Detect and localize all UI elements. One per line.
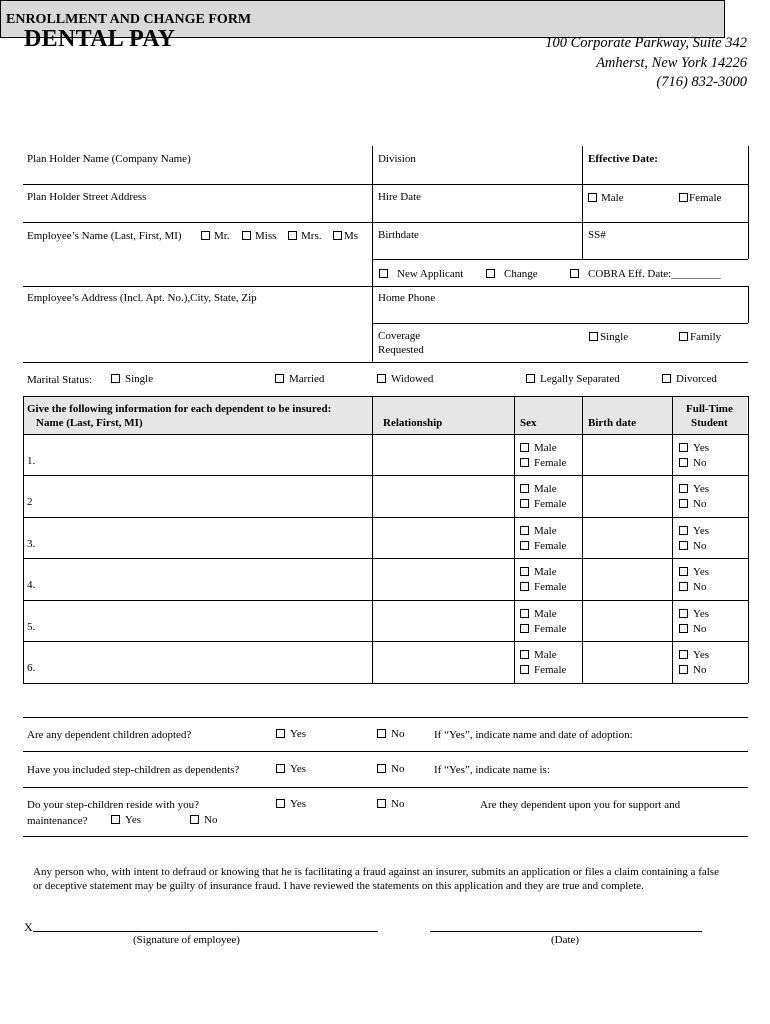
sex-header: Sex	[520, 417, 537, 429]
q1-no-option[interactable]: No	[377, 728, 404, 740]
male-option[interactable]: Male	[588, 192, 624, 204]
dependent-row-number: 5.	[27, 621, 36, 633]
dependent-student-no-option[interactable]: No	[679, 664, 706, 676]
mrs-checkbox[interactable]	[288, 231, 297, 240]
dependent-row-number: 2	[27, 496, 33, 508]
ms-checkbox[interactable]	[333, 231, 342, 240]
marital-status-label: Marital Status:	[27, 374, 93, 386]
divorced-checkbox[interactable]	[662, 374, 671, 383]
dependent-row-number: 3.	[27, 538, 36, 550]
division-label: Division	[378, 153, 416, 165]
ms-option[interactable]: Ms	[333, 230, 358, 242]
dependent-female-checkbox[interactable]	[520, 541, 529, 550]
q3-yes-checkbox[interactable]	[276, 799, 285, 808]
dependent-male-checkbox[interactable]	[520, 567, 529, 576]
signature-x-mark: X	[24, 920, 33, 934]
dependent-student-no-checkbox[interactable]	[679, 665, 688, 674]
new-applicant-checkbox[interactable]	[379, 269, 388, 278]
q4-no-option[interactable]: No	[190, 814, 217, 826]
q4-yes-option[interactable]: Yes	[111, 814, 141, 826]
q2-no-option[interactable]: No	[377, 763, 404, 775]
q3-no-checkbox[interactable]	[377, 799, 386, 808]
cobra-option[interactable]: COBRA Eff. Date:_________	[570, 268, 721, 280]
miss-checkbox[interactable]	[242, 231, 251, 240]
q2-note: If “Yes”, indicate name is:	[434, 764, 550, 776]
q2-yes-checkbox[interactable]	[276, 764, 285, 773]
coverage-single-option[interactable]: Single	[589, 331, 628, 343]
dependent-row-number: 6.	[27, 662, 36, 674]
q4-no-checkbox[interactable]	[190, 815, 199, 824]
q2-label: Have you included step-children as dependents?	[27, 764, 240, 776]
coverage-label-1: Coverage	[378, 330, 421, 342]
widowed-checkbox[interactable]	[377, 374, 386, 383]
q1-yes-checkbox[interactable]	[276, 729, 285, 738]
cobra-checkbox[interactable]	[570, 269, 579, 278]
female-checkbox[interactable]	[679, 193, 688, 202]
dependent-student-yes-checkbox[interactable]	[679, 484, 688, 493]
dependent-student-no-checkbox[interactable]	[679, 541, 688, 550]
dependent-row-number: 4.	[27, 579, 36, 591]
fulltime-header-1: Full-Time	[686, 403, 733, 415]
signature-label: (Signature of employee)	[133, 934, 240, 946]
dependent-female-checkbox[interactable]	[520, 499, 529, 508]
dependent-row-number: 1.	[27, 455, 36, 467]
dependent-female-checkbox[interactable]	[520, 665, 529, 674]
date-label: (Date)	[551, 934, 580, 946]
dependent-student-no-option[interactable]: No	[679, 540, 706, 552]
q1-note: If “Yes”, indicate name and date of adoption:	[434, 729, 633, 741]
dependent-student-yes-checkbox[interactable]	[679, 567, 688, 576]
q2-no-checkbox[interactable]	[377, 764, 386, 773]
dependent-female-option[interactable]: Female	[520, 664, 566, 676]
q1-label: Are any dependent children adopted?	[27, 729, 192, 741]
female-option[interactable]: Female	[679, 192, 721, 204]
employee-name-label: Employee’s Name (Last, First, MI)	[27, 230, 182, 242]
coverage-label-2: Requested	[378, 344, 424, 356]
relationship-header: Relationship	[383, 417, 443, 429]
dependent-student-yes-checkbox[interactable]	[679, 526, 688, 535]
q3-label: Do your step-children reside with you?	[27, 799, 199, 811]
mr-option[interactable]: Mr.	[201, 230, 230, 242]
male-checkbox[interactable]	[588, 193, 597, 202]
dependent-female-option[interactable]: Female	[520, 581, 566, 593]
dependent-student-no-option[interactable]: No	[679, 498, 706, 510]
dependent-female-checkbox[interactable]	[520, 458, 529, 467]
dependent-student-yes-option[interactable]: Yes	[679, 608, 709, 620]
dependents-intro: Give the following information for each dependent to be insured:	[27, 403, 332, 415]
married-checkbox[interactable]	[275, 374, 284, 383]
plan-holder-address-label: Plan Holder Street Address	[27, 191, 147, 203]
dependent-student-no-option[interactable]: No	[679, 457, 706, 469]
miss-option[interactable]: Miss	[242, 230, 276, 242]
dependent-male-option[interactable]: Male	[520, 442, 557, 454]
dependent-student-yes-option[interactable]: Yes	[679, 566, 709, 578]
dependent-female-option[interactable]: Female	[520, 540, 566, 552]
dependent-male-checkbox[interactable]	[520, 650, 529, 659]
mr-checkbox[interactable]	[201, 231, 210, 240]
change-option[interactable]: Change	[486, 268, 538, 280]
signature-line[interactable]	[33, 931, 378, 932]
dependent-student-no-checkbox[interactable]	[679, 458, 688, 467]
dependent-student-yes-checkbox[interactable]	[679, 650, 688, 659]
q3-no-option[interactable]: No	[377, 798, 404, 810]
form-title: ENROLLMENT AND CHANGE FORM	[6, 12, 252, 27]
dependent-female-option[interactable]: Female	[520, 623, 566, 635]
dependent-male-checkbox[interactable]	[520, 609, 529, 618]
new-applicant-option[interactable]: New Applicant	[379, 268, 463, 280]
birthdate-label: Birthdate	[378, 229, 419, 241]
coverage-single-checkbox[interactable]	[589, 332, 598, 341]
dependent-student-yes-option[interactable]: Yes	[679, 525, 709, 537]
widowed-option[interactable]: Widowed	[377, 373, 433, 385]
change-checkbox[interactable]	[486, 269, 495, 278]
dependent-student-yes-option[interactable]: Yes	[679, 649, 709, 661]
disclaimer-line-1: Any person who, with intent to defraud or knowing that he is facilitating a fraud against an insurer, submits an application or files a claim containing a false	[33, 866, 719, 878]
dependent-student-no-option[interactable]: No	[679, 581, 706, 593]
birthdate-header: Birth date	[588, 417, 636, 429]
effective-date-label: Effective Date:	[588, 153, 658, 165]
q4-label-cont: maintenance?	[27, 815, 88, 827]
dependent-male-option[interactable]: Male	[520, 566, 557, 578]
dependent-male-option[interactable]: Male	[520, 649, 557, 661]
phone-number: (716) 832-3000	[656, 74, 747, 90]
home-phone-label: Home Phone	[378, 292, 436, 304]
address-line-1: 100 Corporate Parkway, Suite 342	[545, 35, 747, 51]
disclaimer-line-2: or deceptive statement may be guilty of insurance fraud. I have reviewed the statements on this application and they are true and complete.	[33, 880, 644, 892]
dependent-male-checkbox[interactable]	[520, 484, 529, 493]
dependent-male-checkbox[interactable]	[520, 526, 529, 535]
separated-option[interactable]: Legally Separated	[526, 373, 620, 385]
dependent-student-no-checkbox[interactable]	[679, 582, 688, 591]
dependent-student-no-checkbox[interactable]	[679, 624, 688, 633]
ssn-label: SS#	[588, 229, 606, 241]
dependent-student-yes-checkbox[interactable]	[679, 609, 688, 618]
q3-yes-option[interactable]: Yes	[276, 798, 306, 810]
marital-single-checkbox[interactable]	[111, 374, 120, 383]
dependent-student-no-option[interactable]: No	[679, 623, 706, 635]
address-line-2: Amherst, New York 14226	[596, 55, 747, 71]
dependent-student-no-checkbox[interactable]	[679, 499, 688, 508]
separated-checkbox[interactable]	[526, 374, 535, 383]
dependent-female-option[interactable]: Female	[520, 498, 566, 510]
company-name: DENTAL PAY	[24, 26, 176, 52]
q1-no-checkbox[interactable]	[377, 729, 386, 738]
coverage-family-checkbox[interactable]	[679, 332, 688, 341]
dependent-male-checkbox[interactable]	[520, 443, 529, 452]
mrs-option[interactable]: Mrs.	[288, 230, 321, 242]
q4-yes-checkbox[interactable]	[111, 815, 120, 824]
q2-yes-option[interactable]: Yes	[276, 763, 306, 775]
dependent-student-yes-option[interactable]: Yes	[679, 483, 709, 495]
dependent-student-yes-checkbox[interactable]	[679, 443, 688, 452]
hire-date-label: Hire Date	[378, 191, 422, 203]
dependent-male-option[interactable]: Male	[520, 608, 557, 620]
dependent-female-checkbox[interactable]	[520, 582, 529, 591]
employee-address-label: Employee’s Address (Incl. Apt. No.),City, State, Zip	[27, 292, 257, 304]
dependent-male-option[interactable]: Male	[520, 525, 557, 537]
marital-single-option[interactable]: Single	[111, 373, 153, 385]
coverage-family-option[interactable]: Family	[679, 331, 721, 343]
dependent-student-yes-option[interactable]: Yes	[679, 442, 709, 454]
date-line[interactable]	[430, 931, 702, 932]
q4-label: Are they dependent upon you for support and	[480, 799, 681, 811]
fulltime-header-2: Student	[691, 417, 728, 429]
q1-yes-option[interactable]: Yes	[276, 728, 306, 740]
dependent-female-checkbox[interactable]	[520, 624, 529, 633]
plan-holder-name-label: Plan Holder Name (Company Name)	[27, 153, 191, 165]
divorced-option[interactable]: Divorced	[662, 373, 717, 385]
dependents-name-header: Name (Last, First, MI)	[36, 417, 143, 429]
married-option[interactable]: Married	[275, 373, 324, 385]
dependent-female-option[interactable]: Female	[520, 457, 566, 469]
dependent-male-option[interactable]: Male	[520, 483, 557, 495]
